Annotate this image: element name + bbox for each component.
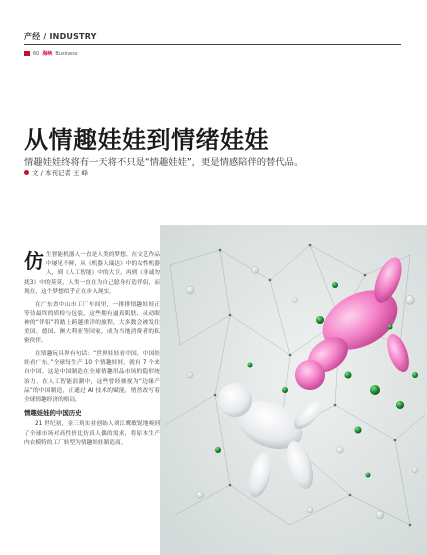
section-heading: 情趣娃娃的中国历史 <box>24 409 82 418</box>
section-header: 产经 / INDUSTRY <box>24 32 97 41</box>
page-number: 60 <box>33 50 40 57</box>
paragraph-1 <box>24 251 160 297</box>
article-illustration <box>160 225 427 555</box>
byline <box>24 168 88 177</box>
publication-name: 海峡 <box>42 51 53 57</box>
paragraph-3: 在情趣玩具界有句话：“世界娃娃看中国，中国娃娃看广东。”全球每生产 10 个情趣娃娃，就有 7 个来自中国。这是中国制造在全球情趣用品市场的隐形统治力。在人工智能浪潮中，这些曾经被视为“边缘产品”的中国制造，正通过 AI 技术的赋能，悄然改写着全球情趣经济的格局。 <box>24 351 160 404</box>
drop-cap: 仿 <box>24 249 44 273</box>
byline-text: 文 / 本刊记者 王 峰 <box>32 169 88 177</box>
article-body-column <box>24 251 160 452</box>
folio <box>24 50 77 57</box>
article-title: 从情趣娃娃到情绪娃娃 <box>24 126 269 154</box>
paragraph-1-text: 生智能机器人一直是人类的梦想。在文艺作品中屡见不鲜，从《机器人瑞达》中的女性机器人，到《人工智能》中的大卫，再到《非诚勿扰3》中的莫莫，人类一直在为自己臆身打造伴侣，而现在，这个梦想似乎正在步入现实。 <box>24 252 160 295</box>
header-divider <box>24 44 401 45</box>
folio-marker <box>24 51 30 56</box>
byline-dot-icon <box>24 170 29 175</box>
column-name: Business <box>55 50 78 57</box>
article-subtitle: 情趣娃娃终将有一天将不只是“情趣娃娃”，更是情感陪伴的替代品。 <box>24 157 304 168</box>
paragraph-4: 21 世纪初，金三角实业创始人刘江鹰敏锐地嗅到了全球市场对高性价比仿真人偶的需求，将原本生产内衣模特的工厂转型为情趣娃娃制造商。 <box>24 421 160 446</box>
paragraph-2: 在广东省中山市工厂车间里，一排排情趣娃娃正等待最终的质检与包装，这些拥有逼真肌肤、灵动眼神的“伴侣”将踏上跨越重洋的旅程，大多数会被发往美国、德国、澳大利亚等国家，成为当地消费者的私密伙伴。 <box>24 301 160 345</box>
